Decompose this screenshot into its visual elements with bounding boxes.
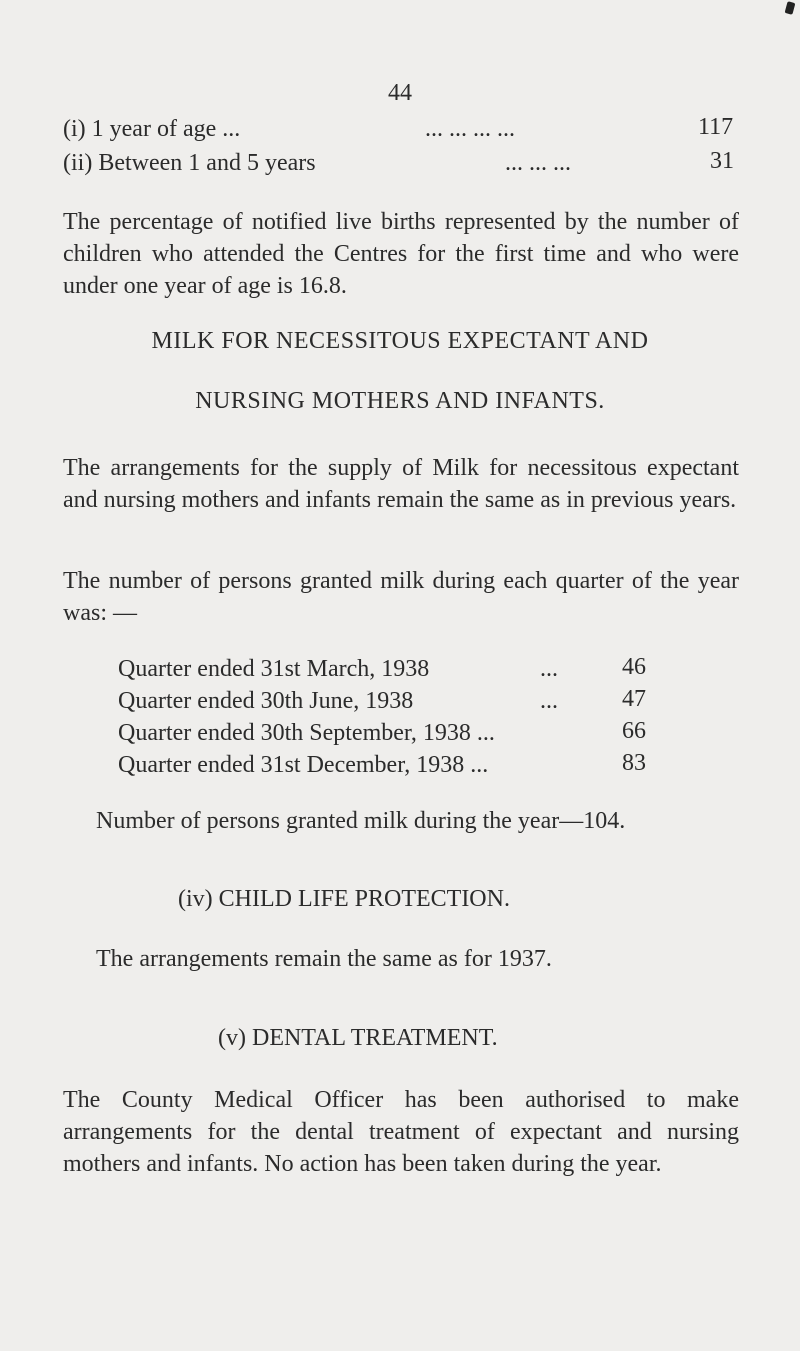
- quarter-row-label-1: Quarter ended 31st March, 1938: [118, 656, 430, 682]
- paragraph-arrangements: The arrangements for the supply of Milk for necessitous expectant and nursing mothers and infants remain the same as in previous years.: [63, 455, 739, 513]
- child-life-text: The arrangements remain the same as for 1937.: [96, 946, 552, 972]
- total-persons-line: Number of persons granted milk during the year—104.: [96, 808, 626, 834]
- age-row-label-2: (ii) Between 1 and 5 years: [63, 150, 316, 176]
- milk-heading-line-1: MILK FOR NECESSITOUS EXPECTANT AND: [151, 328, 649, 354]
- milk-heading-line-2: NURSING MOTHERS AND INFANTS.: [195, 388, 605, 414]
- page-corner-mark: [785, 1, 796, 15]
- quarter-row-value-1: 46: [622, 654, 646, 680]
- age-row-value-1: 117: [698, 114, 734, 140]
- quarter-row-label-3: Quarter ended 30th September, 1938 ...: [118, 720, 495, 746]
- page-number: 44: [388, 80, 412, 106]
- quarter-row-label-2: Quarter ended 30th June, 1938: [118, 688, 414, 714]
- dental-text: The County Medical Officer has been authorised to make arrangements for the dental treatment of expectant and nursing mothers and infants. No action has been taken during the year.: [63, 1087, 739, 1177]
- age-row-leaders-2: ... ... ...: [505, 150, 571, 176]
- quarter-row-value-4: 83: [622, 750, 646, 776]
- age-row-label-1: (i) 1 year of age ...: [63, 116, 241, 142]
- quarter-row-value-3: 66: [622, 718, 646, 744]
- paragraph-number-intro: The number of persons granted milk during each quarter of the year was: —: [63, 568, 739, 626]
- quarter-row-leaders-1: ...: [540, 656, 558, 682]
- dental-heading: (v) DENTAL TREATMENT.: [218, 1025, 498, 1051]
- quarter-row-value-2: 47: [622, 686, 646, 712]
- age-row-value-2: 31: [710, 148, 734, 174]
- paragraph-percentage: The percentage of notified live births represented by the number of children who attended the Centres for the first time and who were under one year of age is 16.8.: [63, 209, 739, 299]
- child-life-heading: (iv) CHILD LIFE PROTECTION.: [178, 886, 510, 912]
- quarter-row-label-4: Quarter ended 31st December, 1938 ...: [118, 752, 489, 778]
- quarter-row-leaders-2: ...: [540, 688, 558, 714]
- age-row-leaders-1: ... ... ... ...: [425, 116, 515, 142]
